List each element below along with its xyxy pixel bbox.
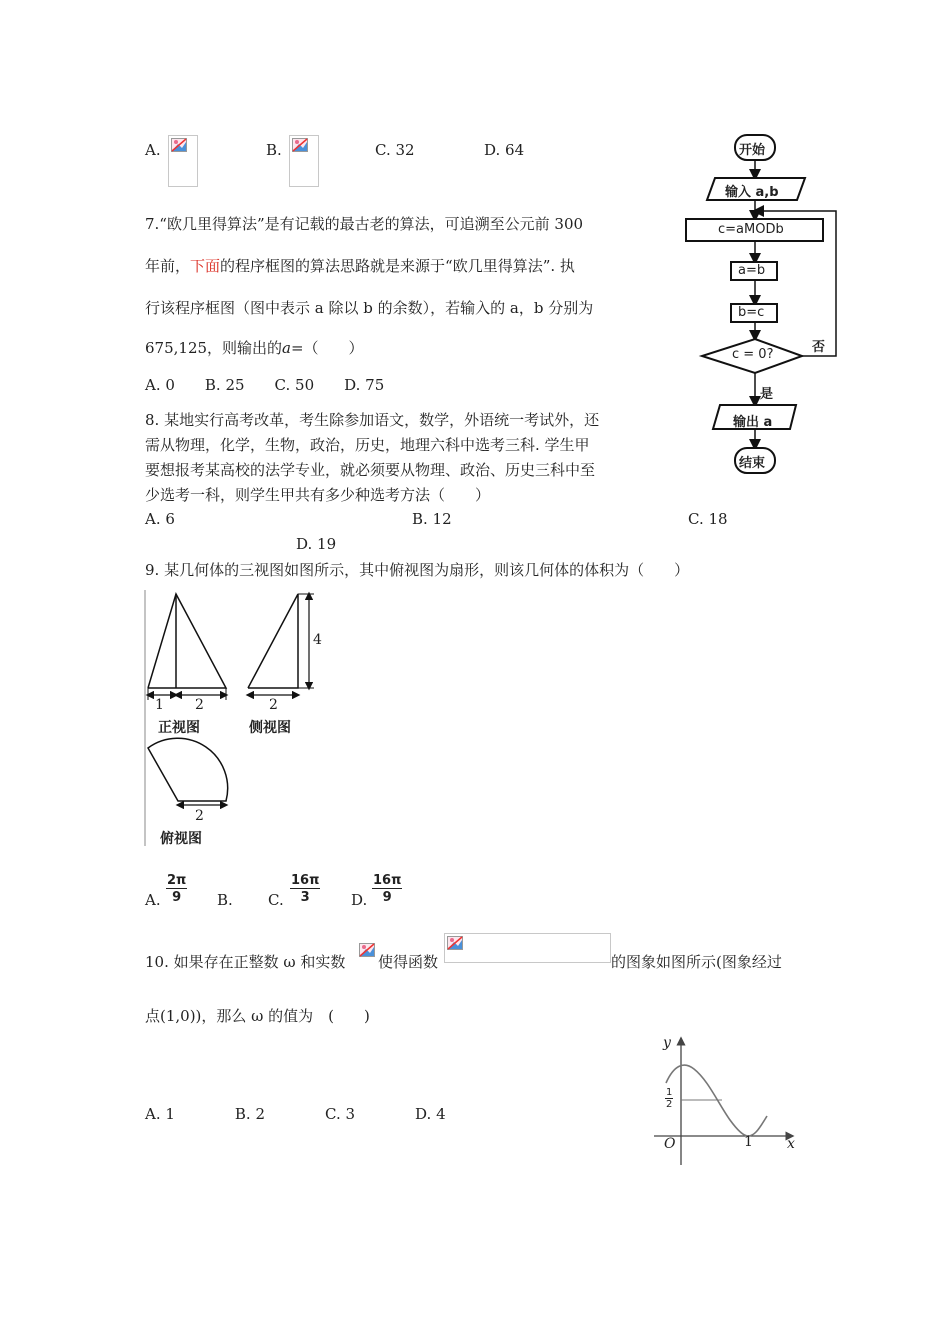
q6-option-d: D. 64 <box>484 141 525 159</box>
flowchart-end-label: 结束 <box>739 456 766 471</box>
q8-line-1: 8. 某地实行高考改革，考生除参加语文，数学，外语统一考试外，还 <box>145 411 600 429</box>
q9-option-c-numerator: 16π <box>291 873 320 888</box>
q7-line-4-end: =（ ） <box>290 339 364 357</box>
q8-option-c: C. 18 <box>688 510 728 528</box>
graph-half-numerator: 1 <box>666 1087 673 1098</box>
q10-line-1-a: 10. 如果存在正整数 ω 和实数 <box>145 953 346 971</box>
q8-line-4: 少选考一科，则学生甲共有多少种选考方法（ ） <box>145 486 491 504</box>
q7-line-2-pre: 年前， <box>145 257 191 275</box>
top-view <box>148 738 228 805</box>
q7-line-2-highlight: 下面 <box>190 257 221 275</box>
q6-option-a: A. <box>145 141 161 159</box>
q7-line-1: 7.“欧几里得算法”是有记载的最古老的算法，可追溯至公元前 300 <box>145 215 584 233</box>
q10-options: A. 1 B. 2 C. 3 D. 4 <box>145 1105 446 1123</box>
flowchart-step2-label: a=b <box>738 263 766 278</box>
q10-line-1-b: 使得函数 <box>378 953 439 971</box>
q9-option-a-fraction <box>166 873 187 906</box>
front-dim-2: 2 <box>195 697 204 713</box>
flowchart-step3-label: b=c <box>738 305 765 320</box>
graph-x-one: 1 <box>744 1134 753 1150</box>
graph-y-label: y <box>663 1035 671 1051</box>
graph-half-denominator: 2 <box>666 1099 673 1110</box>
q8-option-b: B. 12 <box>412 510 452 528</box>
q9-option-d-fraction <box>372 873 402 906</box>
q9-option-a-numerator: 2π <box>167 873 187 888</box>
flowchart-no-label: 否 <box>812 340 826 355</box>
q8-line-2: 需从物理，化学，生物，政治，历史，地理六科中选考三科. 学生甲 <box>145 436 590 454</box>
flowchart-output-label: 输出 a <box>733 415 773 430</box>
graph-x-label: x <box>787 1136 795 1152</box>
q9-option-d-numerator: 16π <box>373 873 402 888</box>
broken-image-icon <box>289 135 319 187</box>
graph-half-fraction <box>665 1087 673 1111</box>
side-dim-4: 4 <box>313 632 322 648</box>
q10-line-1-c: 的图象如图所示(图象经过 <box>611 953 782 971</box>
broken-image-icon <box>444 933 611 963</box>
graph-origin-label: O <box>664 1136 676 1152</box>
q9-option-a-denominator: 9 <box>172 890 182 905</box>
top-view-label: 俯视图 <box>160 831 202 847</box>
top-dim-2: 2 <box>195 808 204 824</box>
q10-line-2: 点(1,0))，那么 ω 的值为 ( ) <box>145 1007 370 1025</box>
flowchart-yes-label: 是 <box>760 387 774 402</box>
q7-line-2 <box>145 255 575 276</box>
q7-line-3: 行该程序框图（图中表示 a 除以 b 的余数），若输入的 a，b 分别为 <box>145 299 594 317</box>
flowchart-input-label: 输入 a,b <box>725 185 779 200</box>
front-view-label: 正视图 <box>158 720 200 736</box>
side-view-label: 侧视图 <box>249 720 291 736</box>
q7-line-4 <box>145 337 364 358</box>
flowchart-decision-label: c = 0? <box>732 347 774 362</box>
q6-option-b: B. <box>266 141 282 159</box>
q9-option-c-denominator: 3 <box>300 890 310 905</box>
q9-option-d: D. <box>351 891 368 909</box>
q7-line-4-text: 675,125，则输出的 <box>145 339 283 357</box>
q9-option-a: A. <box>145 891 161 909</box>
q8-option-a: A. 6 <box>145 510 175 528</box>
q8-line-3: 要想报考某高校的法学专业，就必须要从物理、政治、历史三科中至 <box>145 461 596 479</box>
broken-image-icon <box>168 135 198 187</box>
q9-option-c-fraction <box>290 873 320 906</box>
q7-variable-a: a <box>282 339 291 357</box>
q9-option-d-denominator: 9 <box>382 890 392 905</box>
q9-stem: 9. 某几何体的三视图如图所示，其中俯视图为扇形，则该几何体的体积为（ ） <box>145 561 690 579</box>
flowchart-step1-label: c=aMODb <box>718 222 784 237</box>
flowchart-start-label: 开始 <box>739 143 766 158</box>
broken-image-icon <box>359 943 377 961</box>
q7-line-2-post: 的程序框图的算法思路就是来源于“欧几里得算法”. 执 <box>220 257 575 275</box>
q7-options: A. 0 B. 25 C. 50 D. 75 <box>145 376 385 394</box>
q8-option-d: D. 19 <box>296 535 337 553</box>
side-dim-2: 2 <box>269 697 278 713</box>
q9-option-b: B. <box>217 891 233 909</box>
front-view <box>148 594 226 700</box>
side-view <box>248 594 314 695</box>
q6-option-c: C. 32 <box>375 141 415 159</box>
q9-option-c: C. <box>268 891 284 909</box>
front-dim-1: 1 <box>155 697 164 713</box>
